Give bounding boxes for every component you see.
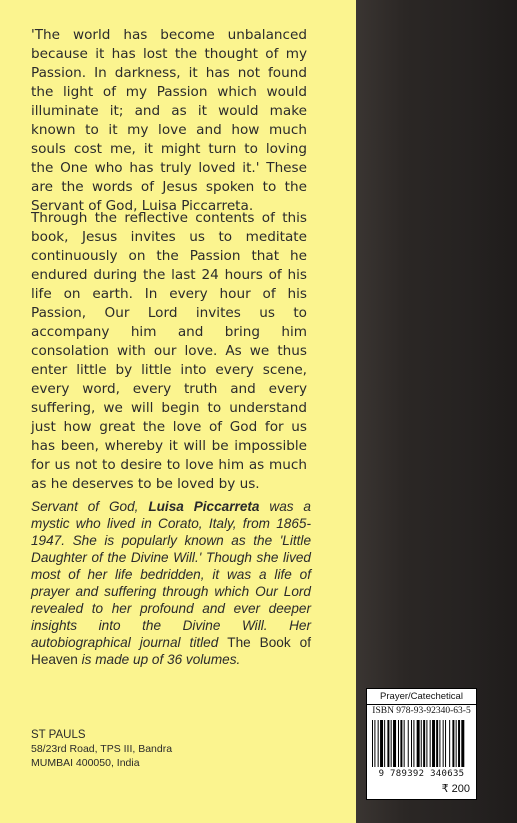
quote-paragraph: 'The world has become unbalanced because it has lost the thought of my Passion. In darkness, it has not found the light of my Passion which would illuminate it; and as it would make known to it my love and how much souls cost me, it might turn to loving the One who has truly loved it.' These are the words of Jesus spoken to the Servant of God, Luisa Piccarreta. [31,27,307,214]
barcode-bar [436,720,438,767]
barcode-bar [398,720,399,767]
barcode-bar [404,720,405,767]
barcode-bar [430,720,431,767]
barcode-bar [426,720,427,767]
price-tag: ₹ 200 [441,783,470,795]
barcode-bar [413,720,414,767]
publisher-name: ST PAULS [31,729,86,741]
bio-intro: Servant of God, [31,499,149,514]
barcode-bar [372,720,373,767]
barcode-bar [445,720,446,767]
barcode-bar [456,720,457,767]
author-name: Luisa Piccarreta [148,499,260,514]
barcode-bar [443,720,444,767]
barcode-bar [380,720,383,767]
bio-body: was a mystic who lived in Corato, Italy, from 1865-1947. She is popularly known as the 'Little Daughter of the Divine Will.' Though she lived most of her life bedridden, it was a life of prayer and suffering through which Our Lord revealed to her profound and ever deeper insights into the Divine Will. Her autobiographical journal titled [31,499,311,650]
barcode-bar [393,720,396,767]
barcode-bar [411,720,412,767]
barcode-bar [408,720,409,767]
barcode-bar [439,720,440,767]
barcode-bar [400,720,402,767]
barcode-bar [378,720,379,767]
barcode-bars [372,720,471,767]
category-label: Prayer/Catechetical [380,691,463,702]
barcode-bar [391,720,392,767]
isbn-text: ISBN 978-93-92340-63-5 [372,706,471,716]
barcode-bar [432,720,435,767]
barcode-label [366,688,477,800]
barcode-bar [461,720,464,767]
barcode-bar [452,720,454,767]
barcode-bar [387,720,389,767]
barcode-bar [384,720,385,767]
barcode-bar [423,720,425,767]
barcode-bar [449,720,450,767]
barcode-bar [421,720,422,767]
barcode-bar [374,720,375,767]
bio-end: is made up of 36 volumes. [77,652,241,667]
book-title: The Book of Heaven [31,635,311,667]
publisher-block [31,728,172,770]
author-bio [31,498,311,668]
barcode-bar [417,720,420,767]
description-paragraph: Through the reflective contents of this book, Jesus invites us to meditate continuously on the Passion that he endured during the last 24 hours of his life on earth. In every hour of his Passion, Our Lord invites us to accompany him and bring him consolation with our love. As we thus enter little by little into every scene, every word, every truth and every suffering, we will begin to understand just how great the love of God for us has been, whereby it will be impossible for us not to desire to love him as much as he deserves to be loved by us. [31,210,307,492]
publisher-address-line1: 58/23rd Road, TPS III, Bandra [31,743,173,755]
publisher-address-line2: MUMBAI 400050, India [31,756,140,769]
barcode-bar [458,720,460,767]
barcode-digits: 9 789392 340635 [378,769,465,779]
